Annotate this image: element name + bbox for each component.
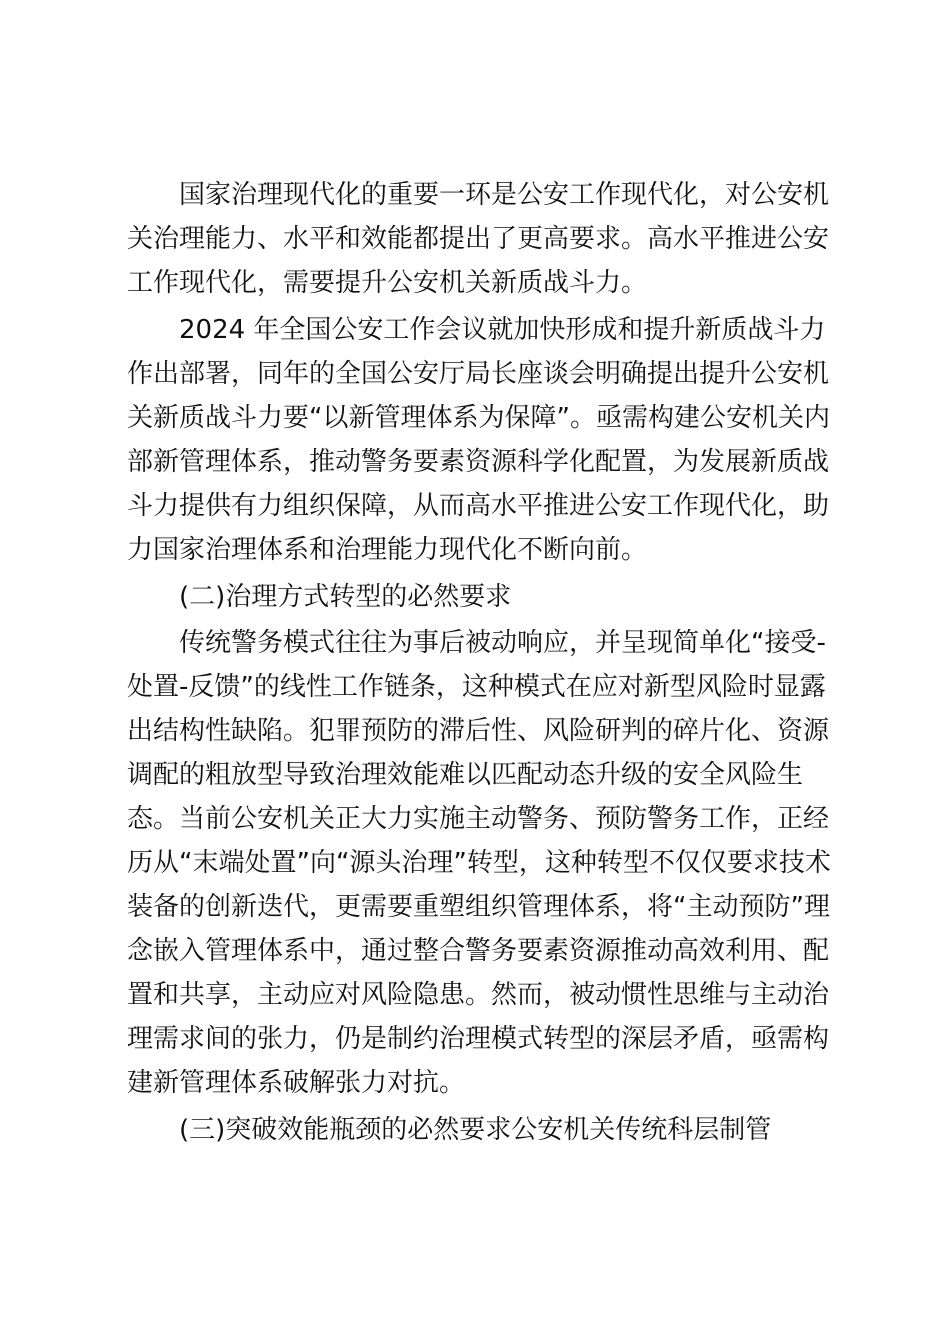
paragraph-line: 2024 年全国公安工作会议就加快形成和提升新质战斗力: [179, 315, 826, 345]
paragraph-line: 力国家治理体系和治理能力现代化不断向前。: [127, 535, 648, 565]
paragraph-line: 调配的粗放型导致治理效能难以匹配动态升级的安全风险生: [127, 760, 804, 790]
paragraph-line: 作出部署，同年的全国公安厅局长座谈会明确提出提升公安机: [127, 359, 830, 389]
paragraph-line: 态。当前公安机关正大力实施主动警务、预防警务工作，正经: [127, 804, 830, 834]
paragraph-line: 国家治理现代化的重要一环是公安工作现代化，对公安机: [179, 180, 830, 210]
section-heading: (三)突破效能瓶颈的必然要求公安机关传统科层制管: [179, 1115, 772, 1145]
paragraph-line: 处置-反馈”的线性工作链条，这种模式在应对新型风险时显露: [127, 672, 826, 702]
paragraph-line: 工作现代化，需要提升公安机关新质战斗力。: [127, 268, 648, 298]
paragraph-line: 念嵌入管理体系中，通过整合警务要素资源推动高效利用、配: [127, 936, 830, 966]
paragraph-line: 部新管理体系，推动警务要素资源科学化配置，为发展新质战: [127, 447, 830, 477]
paragraph-line: 建新管理体系破解张力对抗。: [127, 1068, 466, 1098]
paragraph-line: 理需求间的张力，仍是制约治理模式转型的深层矛盾，亟需构: [127, 1024, 830, 1054]
paragraph-line: 关新质战斗力要“以新管理体系为保障”。亟需构建公安机关内: [127, 403, 830, 433]
paragraph-line: 关治理能力、水平和效能都提出了更高要求。高水平推进公安: [127, 224, 830, 254]
paragraph-line: 出结构性缺陷。犯罪预防的滞后性、风险研判的碎片化、资源: [127, 716, 830, 746]
paragraph-line: 历从“末端处置”向“源头治理”转型，这种转型不仅仅要求技术: [127, 848, 831, 878]
section-heading: (二)治理方式转型的必然要求: [179, 582, 512, 612]
paragraph-line: 传统警务模式往往为事后被动响应，并呈现简单化“接受-: [179, 628, 826, 658]
paragraph-line: 装备的创新迭代，更需要重塑组织管理体系，将“主动预防”理: [127, 892, 830, 922]
paragraph-line: 斗力提供有力组织保障，从而高水平推进公安工作现代化，助: [127, 491, 830, 521]
paragraph-line: 置和共享，主动应对风险隐患。然而，被动惯性思维与主动治: [127, 980, 830, 1010]
